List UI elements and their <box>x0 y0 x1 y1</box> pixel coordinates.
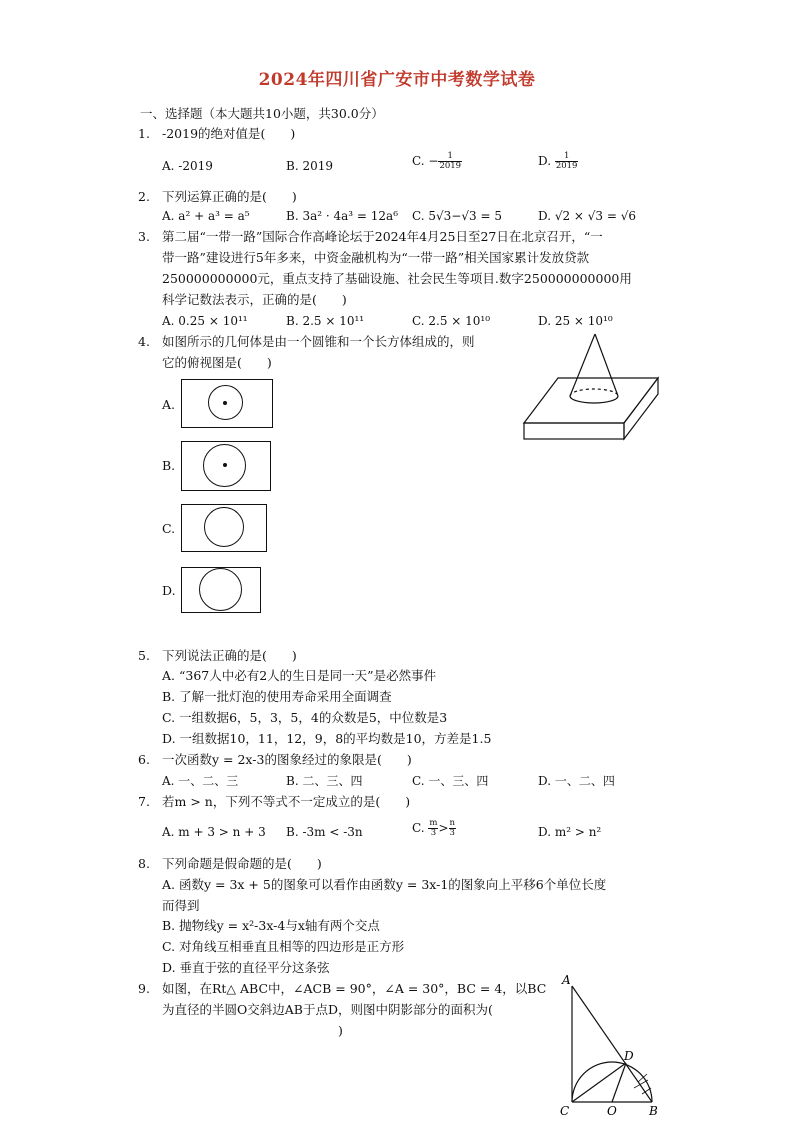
q4-option-d-view <box>181 567 261 613</box>
q1-option-c <box>412 152 462 171</box>
q7-option-c-numerator-2: n <box>449 818 455 828</box>
q7-option-c-fraction-1 <box>428 819 438 838</box>
q4-option-c-label: C. <box>162 521 176 536</box>
block-right-face <box>624 378 658 439</box>
q1-option-a: A. -2019 <box>162 159 213 173</box>
q9-line-3: ) <box>338 1023 343 1038</box>
q5-option-c: C. 一组数据6，5，3，5，4的众数是5，中位数是3 <box>162 710 448 725</box>
cone-base-back <box>570 389 618 396</box>
q1-option-d-fraction <box>555 152 579 171</box>
q8-option-d: D. 垂直于弦的直径平分这条弦 <box>162 960 330 975</box>
cone-left-edge <box>570 334 595 396</box>
q9-triangle-figure <box>552 968 664 1118</box>
q3-line-1: 第二届“一带一路”国际合作高峰论坛于2024年4月25日至27日在北京召开，“一 <box>162 229 603 244</box>
q1-option-c-fraction <box>438 152 462 171</box>
point-a-label: A <box>562 973 571 987</box>
q7-option-c-numerator-1: m <box>429 818 438 828</box>
q2-option-b: B. 3a² · 4a³ = 12a⁶ <box>286 209 399 223</box>
q7-number: 7. <box>138 794 150 809</box>
q4-option-b-dot <box>223 463 227 467</box>
q4-number: 4. <box>138 334 150 349</box>
cone-base-front <box>570 396 618 403</box>
q1-option-d-denominator: 2019 <box>555 161 578 171</box>
q4-line-1: 如图所示的几何体是由一个圆锥和一个长方体组成的，则 <box>162 334 475 349</box>
q4-option-a-dot <box>223 401 227 405</box>
q2-stem: 下列运算正确的是( ) <box>162 189 297 204</box>
q7-option-c-denominator-1: 3 <box>430 828 437 838</box>
q4-line-2: 它的俯视图是( ) <box>162 355 272 370</box>
q8-option-c: C. 对角线互相垂直且相等的四边形是正方形 <box>162 939 405 954</box>
q2-option-a: A. a² + a³ = a⁵ <box>162 209 250 223</box>
q4-option-c-view <box>181 504 267 552</box>
segment-cd <box>572 1063 626 1102</box>
q4-option-b-view <box>181 441 271 491</box>
q7-option-a: A. m + 3 > n + 3 <box>162 825 266 839</box>
point-o-label: O <box>607 1104 617 1118</box>
point-b-label: B <box>649 1104 658 1118</box>
semicircle-o <box>572 1062 652 1102</box>
q8-number: 8. <box>138 856 150 871</box>
q5-number: 5. <box>138 648 150 663</box>
q8-stem: 下列命题是假命题的是( ) <box>162 856 322 871</box>
q1-option-d-numerator: 1 <box>555 152 579 162</box>
segment-od <box>612 1063 626 1102</box>
q5-option-d: D. 一组数据10，11，12，9，8的平均数是10，方差是1.5 <box>162 731 492 746</box>
q7-option-d: D. m² > n² <box>538 825 602 839</box>
q7-option-c-gt: > <box>438 821 449 835</box>
q1-option-b: B. 2019 <box>286 159 333 173</box>
q3-option-c: C. 2.5 × 10¹⁰ <box>412 314 491 328</box>
q5-option-b: B. 了解一批灯泡的使用寿命采用全面调查 <box>162 689 392 704</box>
q4-option-d-circle <box>199 568 242 611</box>
q7-option-b: B. -3m < -3n <box>286 825 363 839</box>
q4-option-a-view <box>181 379 273 428</box>
q4-option-a-label: A. <box>162 397 176 412</box>
q4-option-c-circle <box>204 507 244 547</box>
q3-option-b: B. 2.5 × 10¹¹ <box>286 314 365 328</box>
q1-option-d-label: D. <box>538 154 555 168</box>
q6-option-c: C. 一、三、四 <box>412 774 489 788</box>
q8-option-a-line-1: A. 函数y = 3x + 5的图象可以看作由函数y = 3x-1的图象向上平移6个单位长度 <box>162 877 607 892</box>
q3-option-d: D. 25 × 10¹⁰ <box>538 314 613 328</box>
q7-stem: 若m > n，下列不等式不一定成立的是( ) <box>162 794 411 809</box>
q6-number: 6. <box>138 752 150 767</box>
q9-line-1: 如图，在Rt△ ABC中，∠ACB = 90°，∠A = 30°，BC = 4，以BC <box>162 981 547 996</box>
q2-option-d: D. √2 × √3 = √6 <box>538 209 637 223</box>
q3-line-4: 科学记数法表示，正确的是( ) <box>162 292 347 307</box>
point-d-label: D <box>624 1049 634 1063</box>
point-c-label: C <box>560 1104 570 1118</box>
q8-option-b: B. 抛物线y = x²-3x-4与x轴有两个交点 <box>162 918 380 933</box>
q1-option-d <box>538 152 578 171</box>
cone-right-edge <box>595 334 618 396</box>
q5-option-a: A. “367人中必有2人的生日是同一天”是必然事件 <box>162 668 437 683</box>
q7-option-c-denominator-2: 3 <box>449 828 455 838</box>
q1-number: 1. <box>138 126 150 141</box>
q1-option-c-numerator: 1 <box>438 152 462 162</box>
q1-option-c-label: C. − <box>412 154 439 168</box>
q6-option-b: B. 二、三、四 <box>286 774 363 788</box>
q3-line-3: 250000000000元，重点支持了基础设施、社会民生等项目.数字250000000000用 <box>162 271 632 286</box>
q2-number: 2. <box>138 189 150 204</box>
q1-stem: -2019的绝对值是( ) <box>162 126 296 141</box>
block-top-face <box>524 378 658 423</box>
q4-option-b-label: B. <box>162 458 176 473</box>
q6-stem: 一次函数y = 2x-3的图象经过的象限是( ) <box>162 752 412 767</box>
q1-option-c-denominator: 2019 <box>439 161 462 171</box>
q4-solid-figure <box>518 328 664 444</box>
q6-option-a: A. 一、二、三 <box>162 774 239 788</box>
page-title: 2024年四川省广安市中考数学试卷 <box>258 70 536 90</box>
section-heading: 一、选择题（本大题共10小题，共30.0分） <box>140 106 384 121</box>
q7-option-c <box>412 819 456 838</box>
q9-line-2: 为直径的半圆O交斜边AB于点D，则图中阴影部分的面积为( <box>162 1002 493 1017</box>
q4-option-d-label: D. <box>162 583 176 598</box>
q8-option-a-line-2: 而得到 <box>162 898 200 913</box>
block-front-face <box>524 423 624 439</box>
q7-option-c-fraction-2 <box>449 819 456 838</box>
q3-option-a: A. 0.25 × 10¹¹ <box>162 314 248 328</box>
q3-number: 3. <box>138 229 150 244</box>
q5-stem: 下列说法正确的是( ) <box>162 648 297 663</box>
q9-number: 9. <box>138 981 150 996</box>
q7-option-c-label: C. <box>412 821 429 835</box>
q6-option-d: D. 一、二、四 <box>538 774 615 788</box>
q2-option-c: C. 5√3−√3 = 5 <box>412 209 502 223</box>
q3-line-2: 带一路”建设进行5年多来，中资金融机构为“一带一路”相关国家累计发放贷款 <box>162 250 590 265</box>
